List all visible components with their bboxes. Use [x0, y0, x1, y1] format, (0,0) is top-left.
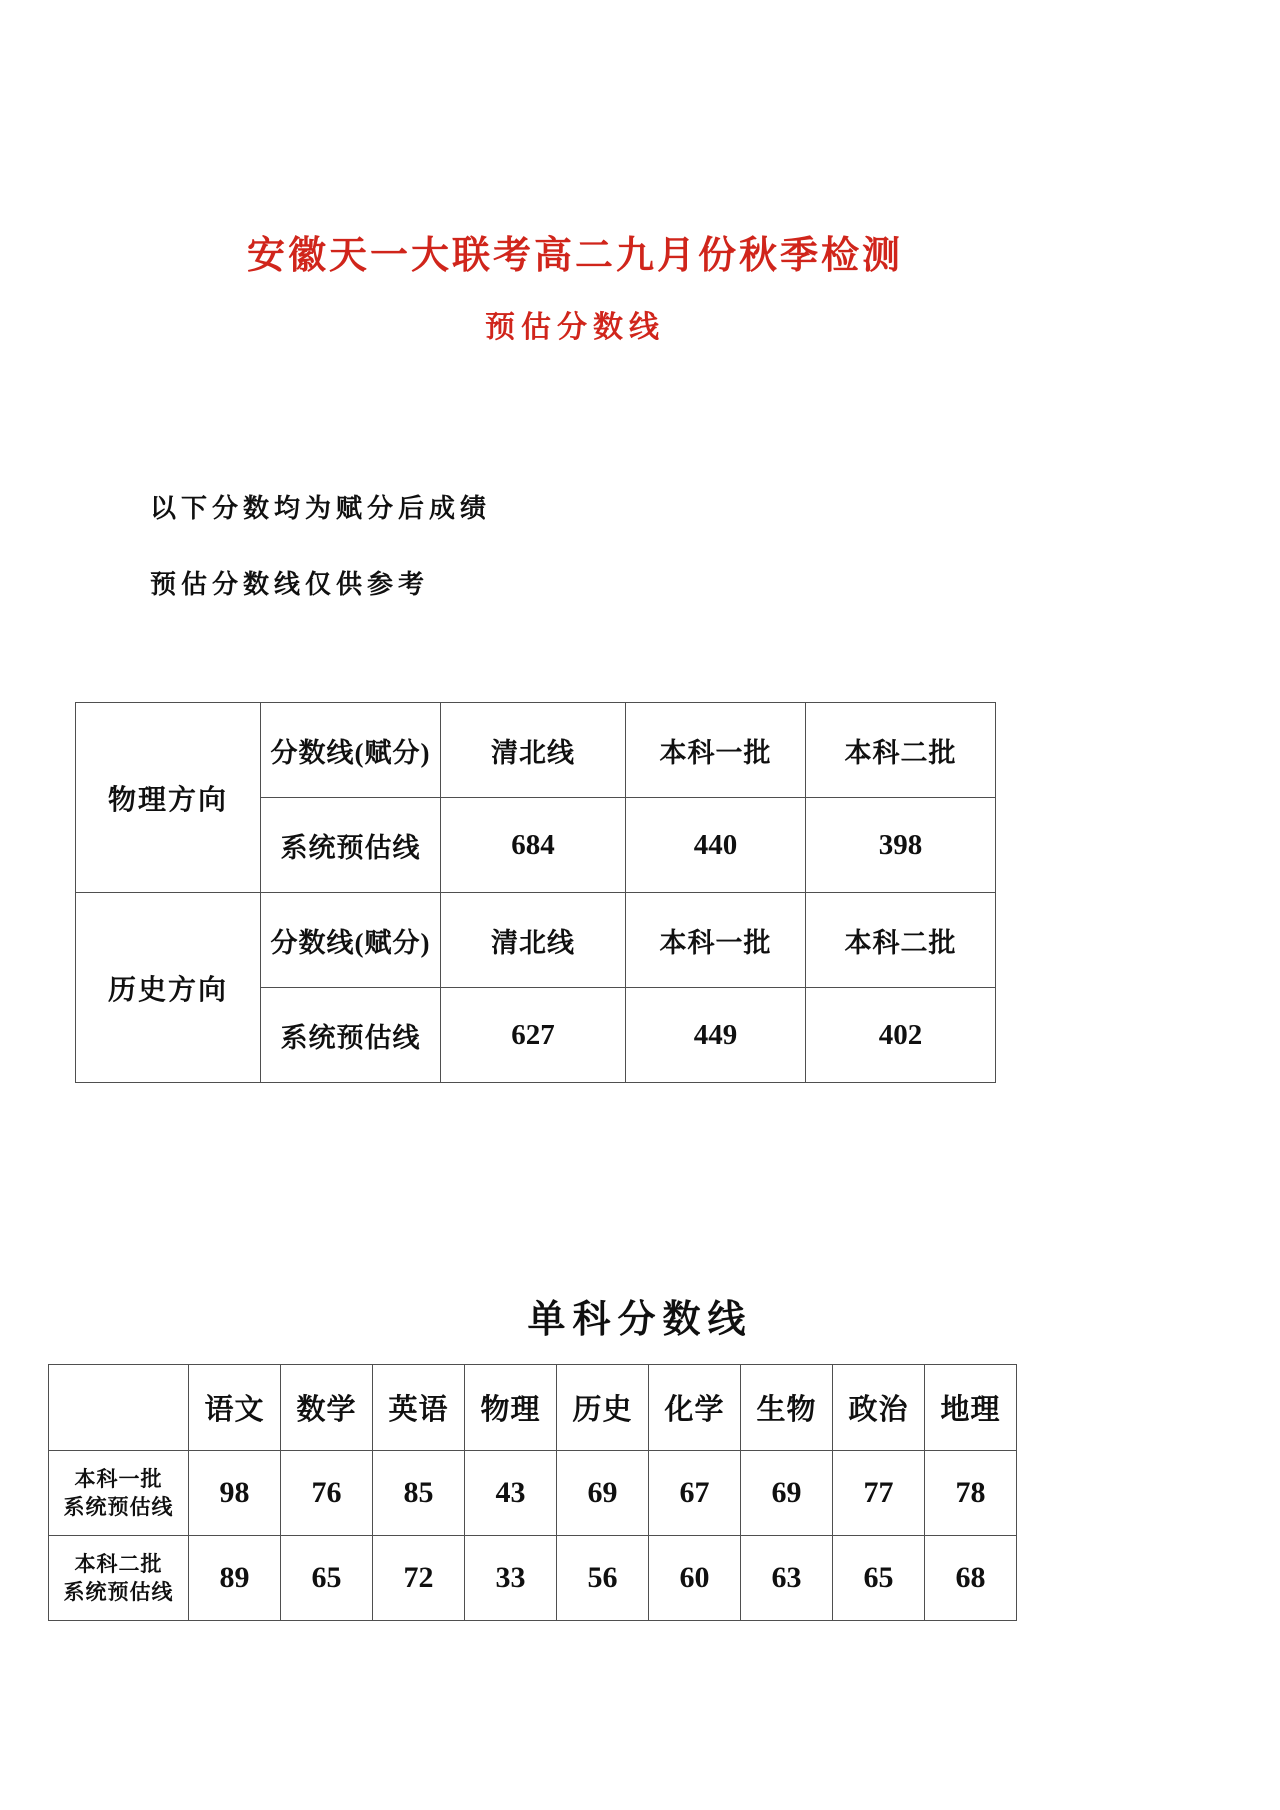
score-cell: 78	[925, 1451, 1017, 1536]
score-cell: 60	[649, 1536, 741, 1621]
score-cell: 69	[557, 1451, 649, 1536]
table-row	[49, 1536, 1017, 1621]
page-title: 安徽天一大联考高二九月份秋季检测	[246, 235, 903, 277]
direction-cell-history: 历史方向	[76, 893, 261, 1083]
score-cell: 43	[465, 1451, 557, 1536]
header-cell: 本科一批	[626, 703, 806, 798]
table-row	[76, 703, 996, 798]
subject-header-cell: 地理	[925, 1365, 1017, 1451]
header-cell: 分数线(赋分)	[261, 703, 441, 798]
score-cell: 33	[465, 1536, 557, 1621]
score-cell: 65	[833, 1536, 925, 1621]
row-label-line2: 系统预估线	[63, 1580, 174, 1604]
header-cell: 分数线(赋分)	[261, 893, 441, 988]
row-label-cell: 系统预估线	[261, 798, 441, 893]
subject-header-cell: 化学	[649, 1365, 741, 1451]
score-cell: 69	[741, 1451, 833, 1536]
subject-header-cell: 物理	[465, 1365, 557, 1451]
score-cell: 85	[373, 1451, 465, 1536]
row-label-cell	[49, 1451, 189, 1536]
score-cell: 77	[833, 1451, 925, 1536]
score-cell: 89	[189, 1536, 281, 1621]
header-cell: 本科二批	[806, 703, 996, 798]
score-cell: 627	[441, 988, 626, 1083]
score-cell: 98	[189, 1451, 281, 1536]
subject-header-cell: 生物	[741, 1365, 833, 1451]
score-cell: 67	[649, 1451, 741, 1536]
direction-cell-physics: 物理方向	[76, 703, 261, 893]
score-cell: 72	[373, 1536, 465, 1621]
score-cell: 440	[626, 798, 806, 893]
score-cell: 684	[441, 798, 626, 893]
subject-header-cell: 语文	[189, 1365, 281, 1451]
corner-cell	[49, 1365, 189, 1451]
row-label-cell: 系统预估线	[261, 988, 441, 1083]
score-cell: 68	[925, 1536, 1017, 1621]
row-label-line1: 本科一批	[74, 1466, 163, 1491]
header-cell: 本科一批	[626, 893, 806, 988]
subject-header-cell: 政治	[833, 1365, 925, 1451]
table-row	[76, 893, 996, 988]
note-line-2: 预估分数线仅供参考	[150, 570, 430, 599]
page-subtitle: 预估分数线	[485, 311, 665, 344]
score-cell: 65	[281, 1536, 373, 1621]
score-cell: 398	[806, 798, 996, 893]
subject-header-cell: 英语	[373, 1365, 465, 1451]
header-cell: 清北线	[441, 893, 626, 988]
table-header-row	[49, 1365, 1017, 1451]
score-cell: 56	[557, 1536, 649, 1621]
row-label-cell	[49, 1536, 189, 1621]
subject-header-cell: 数学	[281, 1365, 373, 1451]
score-cell: 449	[626, 988, 806, 1083]
row-label-line1: 本科二批	[74, 1551, 163, 1576]
section-title-single-subject: 单科分数线	[527, 1299, 753, 1341]
score-cell: 63	[741, 1536, 833, 1621]
estimated-score-table	[75, 702, 996, 1083]
header-cell: 本科二批	[806, 893, 996, 988]
score-cell: 76	[281, 1451, 373, 1536]
table-row	[49, 1451, 1017, 1536]
row-label-line2: 系统预估线	[63, 1495, 174, 1519]
header-cell: 清北线	[441, 703, 626, 798]
note-line-1: 以下分数均为赋分后成绩	[150, 494, 492, 523]
score-cell: 402	[806, 988, 996, 1083]
subject-header-cell: 历史	[557, 1365, 649, 1451]
single-subject-score-table	[48, 1364, 1017, 1621]
